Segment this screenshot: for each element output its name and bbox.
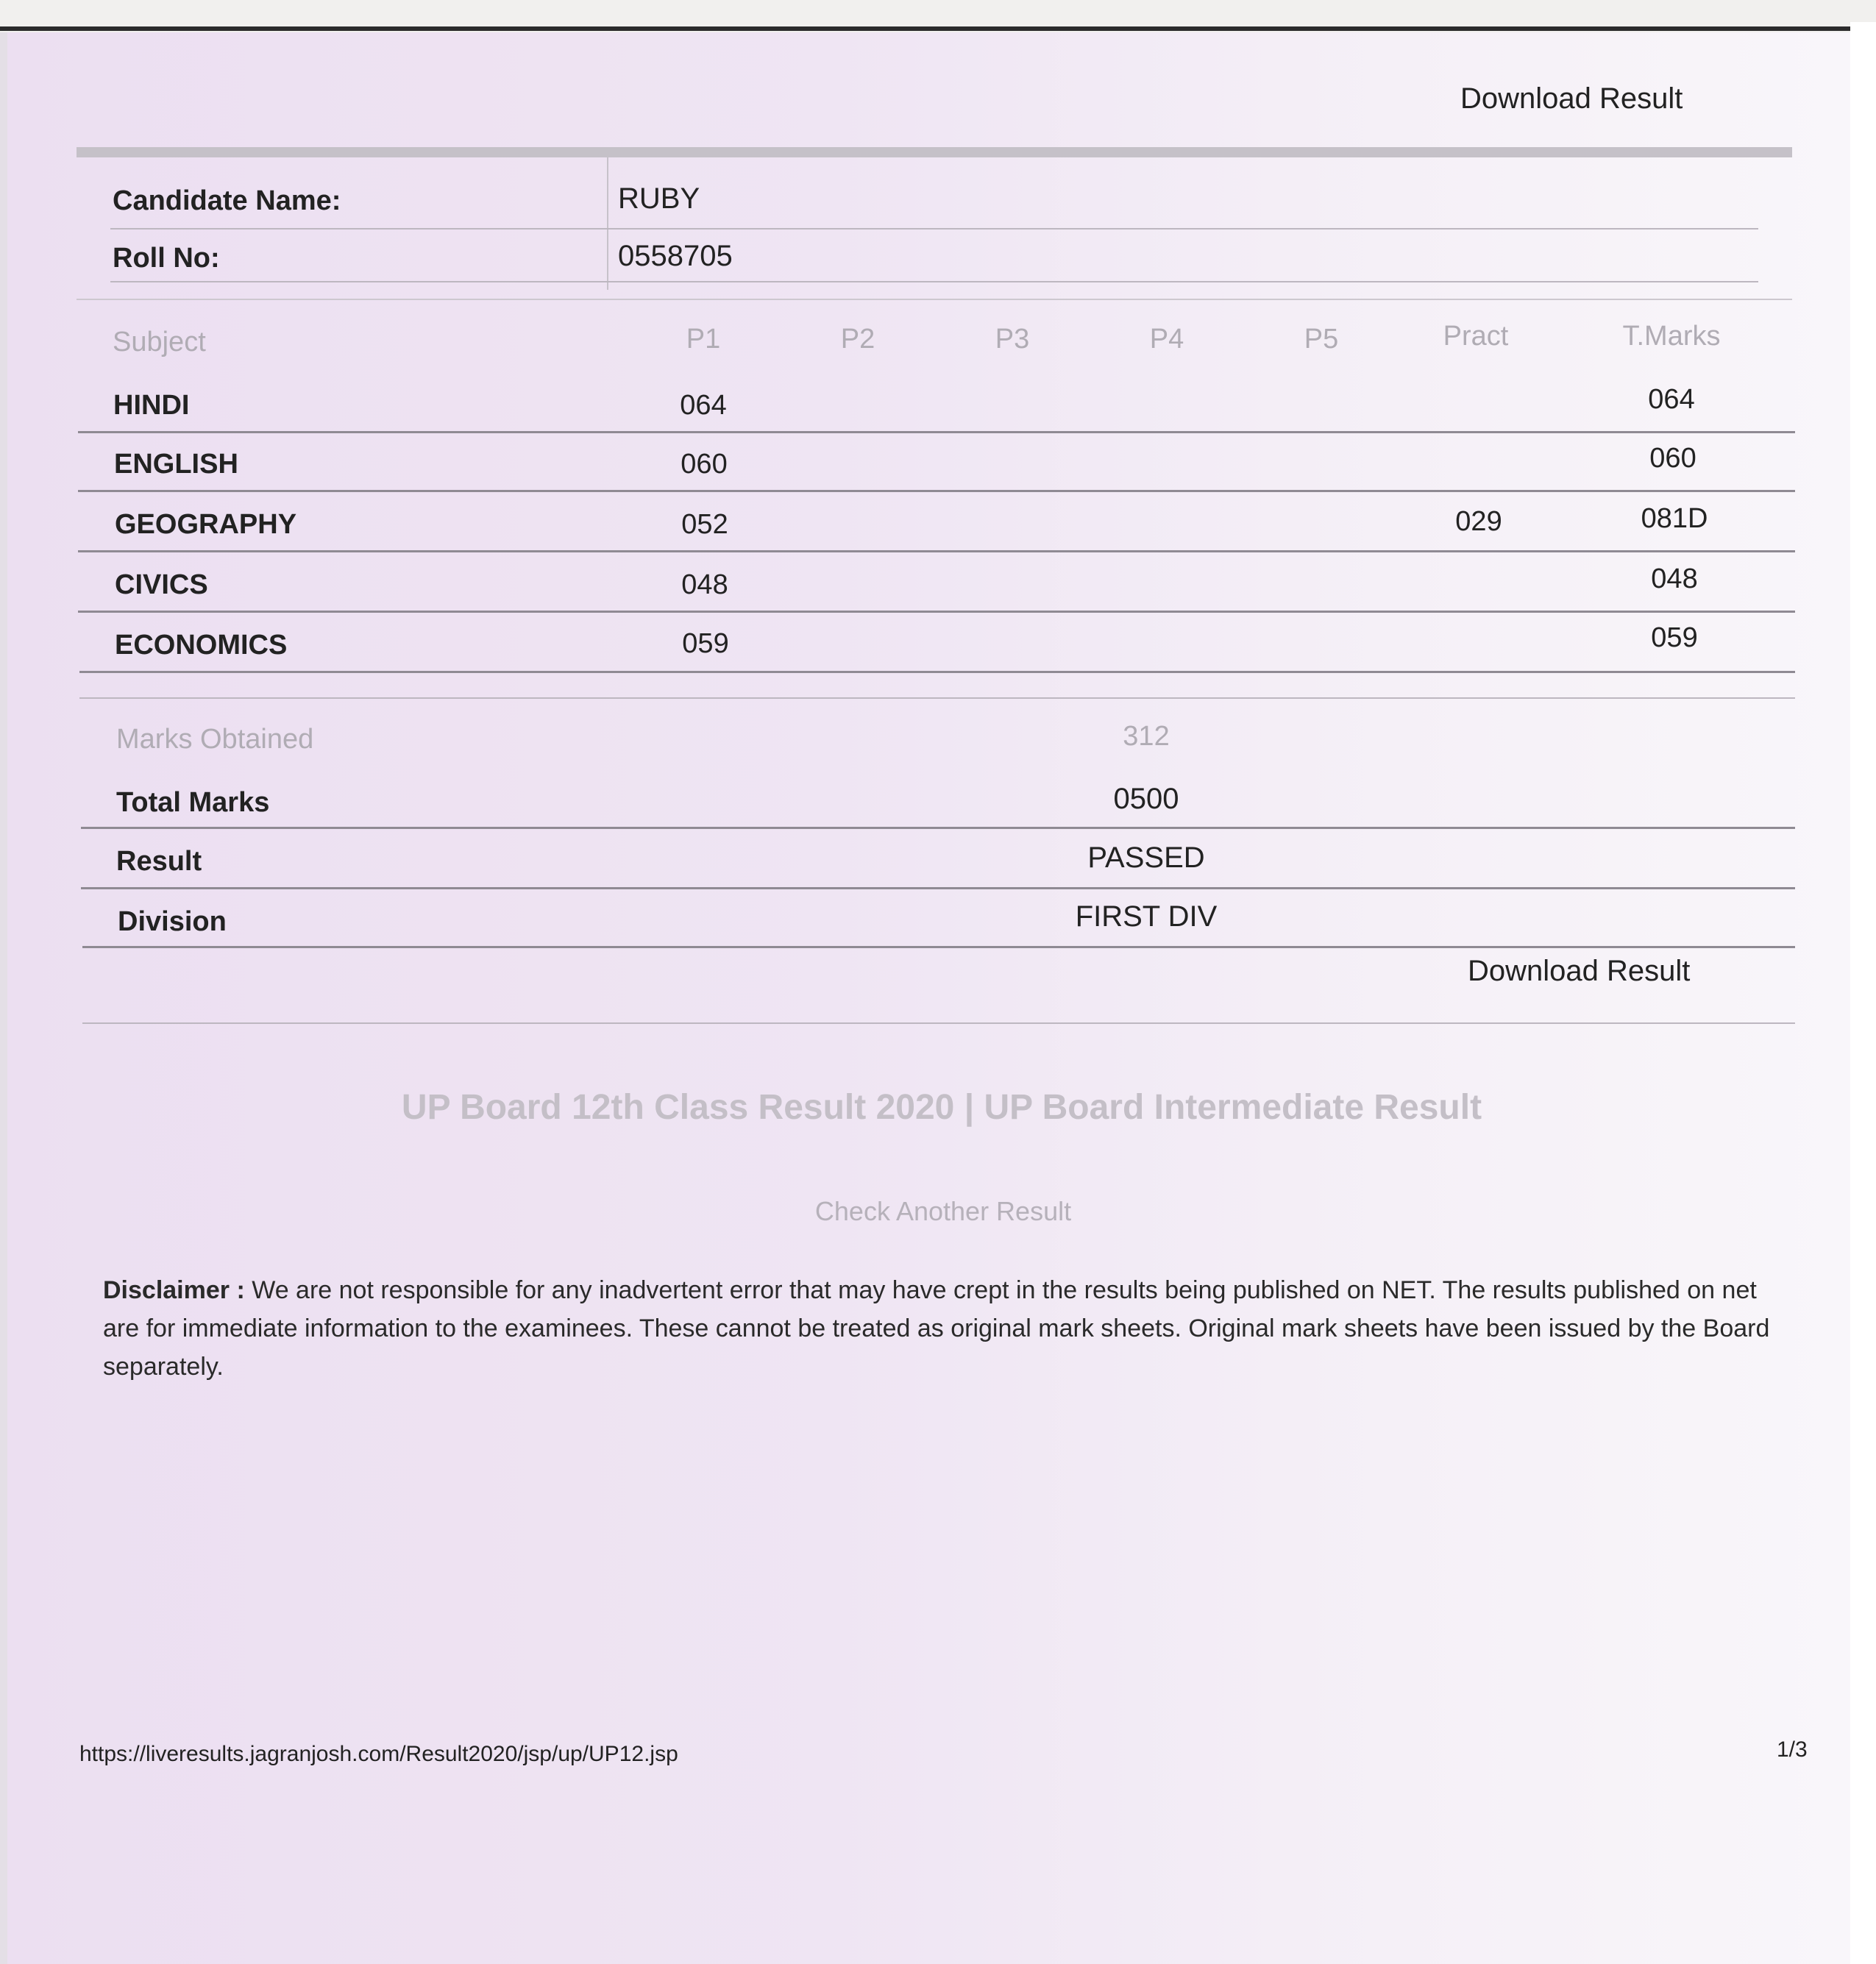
- info-row-divider: [110, 281, 1758, 282]
- page-number: 1/3: [1777, 1737, 1808, 1762]
- summary-row-divider: [81, 827, 1795, 829]
- disclaimer-text: We are not responsible for any inadvertent error that may have crept in the results being published on NET. The results published on net are for immediate information to the examinees. These cannot be treated as original mark sheets. Original mark sheets have been issued by the Board separately.: [103, 1276, 1770, 1381]
- result-label: Result: [116, 846, 202, 877]
- marks-obtained-value: 312: [1123, 721, 1170, 752]
- table-row-p1: 048: [681, 569, 728, 600]
- table-row-total: 081D: [1641, 503, 1708, 534]
- table-row-divider: [78, 490, 1795, 492]
- disclaimer-label: Disclaimer :: [103, 1276, 245, 1304]
- table-row-total: 048: [1651, 563, 1698, 594]
- table-row-divider: [78, 550, 1795, 552]
- table-row-p1: 064: [680, 390, 727, 421]
- col-header-subject: Subject: [113, 327, 206, 357]
- info-box-bottom-border: [77, 299, 1792, 300]
- result-value: PASSED: [1087, 842, 1205, 874]
- total-marks-label: Total Marks: [116, 787, 270, 818]
- division-value: FIRST DIV: [1075, 900, 1218, 933]
- candidate-name-value: RUBY: [618, 182, 700, 215]
- paper-left-shadow: [0, 32, 7, 1964]
- table-row-total: 064: [1648, 384, 1695, 415]
- roll-no-value: 0558705: [618, 240, 733, 272]
- col-header-pract: Pract: [1443, 321, 1509, 352]
- table-row-subject: GEOGRAPHY: [115, 509, 297, 540]
- col-header-total-marks: T.Marks: [1622, 321, 1721, 352]
- roll-no-label: Roll No:: [113, 243, 220, 274]
- table-row-subject: HINDI: [113, 390, 190, 421]
- summary-row-divider: [82, 946, 1795, 948]
- info-divider: [607, 157, 608, 290]
- table-row-p1: 060: [681, 449, 728, 480]
- summary-row-divider: [81, 887, 1795, 889]
- col-header-p3: P3: [995, 324, 1030, 355]
- paper-top-edge: [0, 26, 1876, 31]
- disclaimer: [103, 1271, 1780, 1386]
- candidate-info-box: [77, 147, 1792, 300]
- total-marks-value: 0500: [1113, 783, 1179, 815]
- table-row-total: 060: [1649, 443, 1696, 474]
- marks-obtained-label: Marks Obtained: [116, 724, 314, 755]
- table-row-divider: [78, 431, 1795, 433]
- table-row-total: 059: [1651, 622, 1698, 653]
- result-page-title-link[interactable]: UP Board 12th Class Result 2020 | UP Board Intermediate Result: [401, 1088, 1482, 1127]
- table-row-subject: ENGLISH: [114, 449, 238, 480]
- printed-sheet: [7, 32, 1850, 1964]
- col-header-p2: P2: [840, 324, 875, 355]
- download-result-link-top[interactable]: Download Result: [1460, 82, 1683, 115]
- table-row-p1: 052: [681, 509, 728, 540]
- col-header-p5: P5: [1304, 324, 1339, 355]
- page-url: https://liveresults.jagranjosh.com/Result2020/jsp/up/UP12.jsp: [79, 1742, 678, 1766]
- table-row-pract: 029: [1455, 506, 1502, 537]
- col-header-p1: P1: [686, 324, 721, 355]
- check-another-result-link[interactable]: Check Another Result: [814, 1196, 1072, 1226]
- col-header-p4: P4: [1149, 324, 1184, 355]
- paper-right-edge: [1850, 22, 1876, 1964]
- candidate-name-label: Candidate Name:: [113, 185, 341, 216]
- section-divider: [82, 1022, 1795, 1024]
- table-row-p1: 059: [682, 628, 729, 659]
- table-bottom-border: [79, 697, 1795, 699]
- table-row-subject: ECONOMICS: [115, 630, 288, 661]
- download-result-link-bottom[interactable]: Download Result: [1468, 955, 1691, 987]
- table-row-subject: CIVICS: [115, 569, 208, 600]
- division-label: Division: [118, 906, 227, 937]
- table-row-divider: [78, 611, 1795, 613]
- table-row-divider: [79, 671, 1795, 673]
- info-row-divider: [110, 228, 1758, 230]
